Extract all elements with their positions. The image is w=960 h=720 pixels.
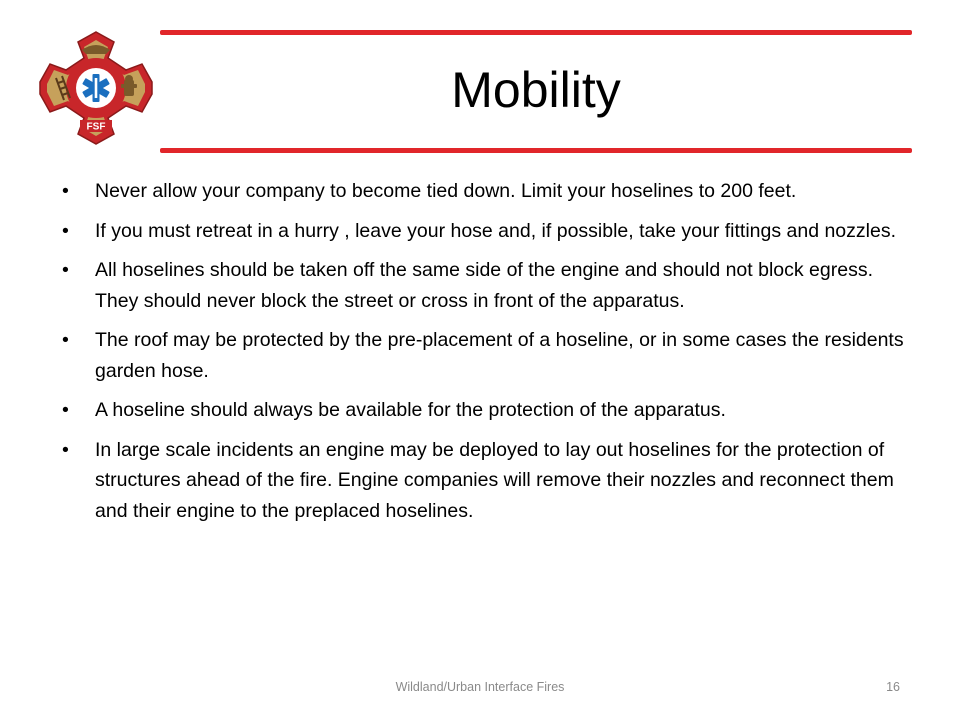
bullet-text: All hoselines should be taken off the same side of the engine and should not block egress. They should never block the street or cross in front of the apparatus.: [95, 259, 873, 312]
bullet-text: The roof may be protected by the pre-placement of a hoseline, or in some cases the residents garden hose.: [95, 329, 904, 382]
bullet-item: [62, 325, 912, 386]
title-rule-top: [160, 30, 912, 35]
bullet-icon: •: [62, 329, 69, 351]
bullet-text: Never allow your company to become tied down. Limit your hoselines to 200 feet.: [95, 180, 797, 202]
bullet-text: In large scale incidents an engine may be deployed to lay out hoselines for the protection of structures ahead of the fire. Engine companies will remove their nozzles and reconnect them and their engine to the preplaced hoselines.: [95, 438, 894, 522]
bullet-text: A hoseline should always be available for the protection of the apparatus.: [95, 399, 726, 421]
bullet-icon: •: [62, 219, 69, 242]
page-number: 16: [886, 680, 900, 694]
bullet-item: [62, 216, 912, 247]
slide-title: Mobility: [451, 62, 621, 118]
logo-abbrev: FSF: [86, 121, 106, 133]
bullet-item: [62, 176, 912, 207]
bullet-icon: •: [62, 438, 69, 461]
bullet-item: [62, 395, 912, 426]
maltese-cross-icon: [36, 28, 156, 148]
bullet-text: If you must retreat in a hurry , leave your hose and, if possible, take your fittings and nozzles.: [95, 219, 896, 242]
fsf-logo: [36, 28, 156, 148]
bullet-list: [62, 176, 912, 535]
bullet-item: [62, 435, 912, 527]
bullet-icon: •: [62, 180, 69, 202]
title-rule-bottom: [160, 148, 912, 153]
footer-text: Wildland/Urban Interface Fires: [395, 680, 565, 694]
bullet-icon: •: [62, 259, 69, 281]
bullet-icon: •: [62, 399, 69, 421]
bullet-item: [62, 255, 912, 316]
